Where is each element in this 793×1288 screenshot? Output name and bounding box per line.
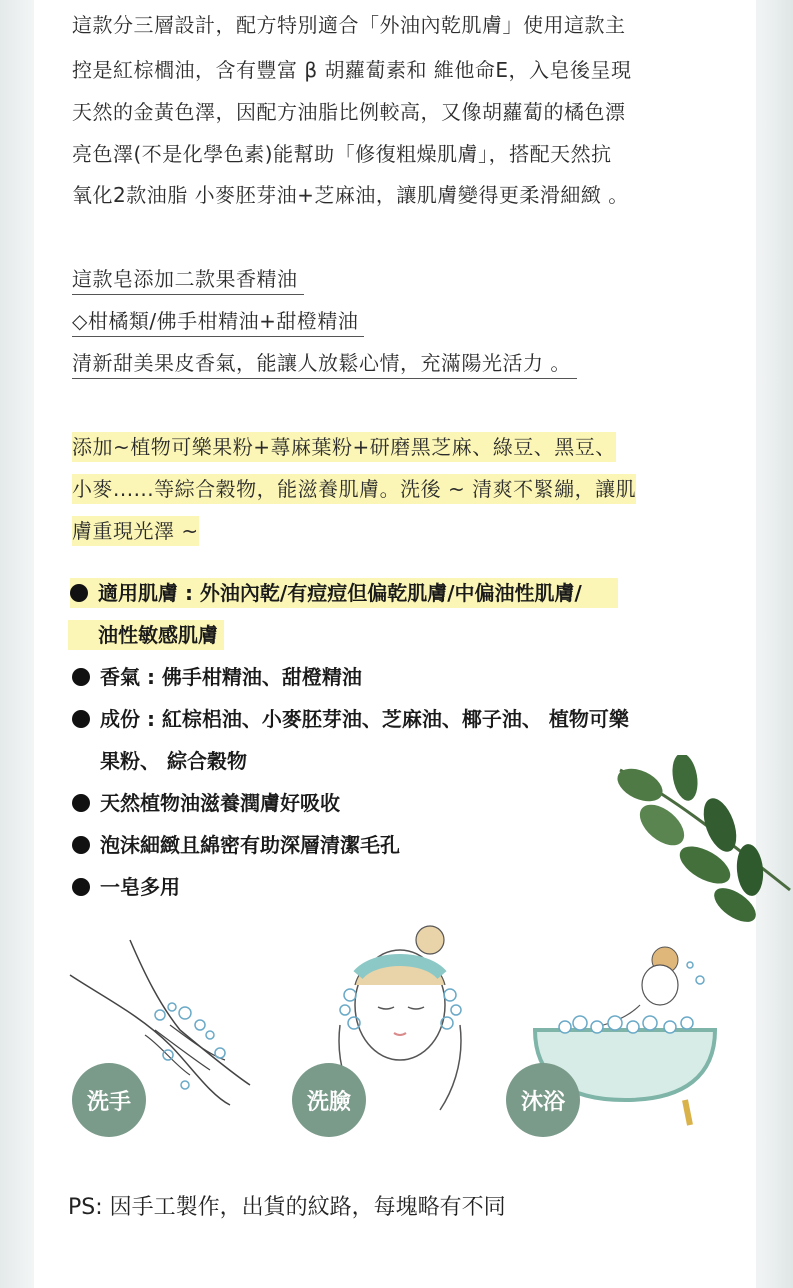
- feature-skin-1: 適用肌膚 : 外油內乾/有痘痘但偏乾肌膚/中偏油性肌膚/: [98, 581, 582, 605]
- feature-ingredients-2: 果粉、 綜合穀物: [100, 749, 247, 773]
- bullet-dot: [72, 836, 90, 854]
- feature-multi: 一皂多用: [100, 875, 180, 899]
- powder-line-1: 添加~植物可樂果粉+蕁麻葉粉+研磨黑芝麻、綠豆、黑豆、: [72, 432, 616, 462]
- powder-line-2: 小麥......等綜合穀物，能滋養肌膚。洗後 ~ 清爽不緊繃，讓肌: [72, 474, 636, 504]
- usage-bath-label: 沐浴: [506, 1063, 580, 1137]
- intro-line-5: 氧化2款油脂 小麥胚芽油+芝麻油，讓肌膚變得更柔滑細緻 。: [72, 183, 629, 207]
- ps-note: PS: 因手工製作，出貨的紋路，每塊略有不同: [68, 1195, 506, 1220]
- bullet-dot: [72, 668, 90, 686]
- bullet-dot: [72, 794, 90, 812]
- intro-line-1: 這款分三層設計，配方特別適合「外油內乾肌膚」使用這款主: [72, 13, 626, 37]
- feature-nourish: 天然植物油滋養潤膚好吸收: [100, 791, 340, 815]
- intro-line-3: 天然的金黃色澤，因配方油脂比例較高，又像胡蘿蔔的橘色漂: [72, 100, 626, 124]
- powder-line-3: 膚重現光澤 ~: [72, 516, 199, 546]
- essential-oil-title: 這款皂添加二款果香精油: [72, 264, 304, 295]
- bullet-dot: [72, 878, 90, 896]
- bullet-dot: [72, 710, 90, 728]
- intro-line-4: 亮色澤(不是化學色素)能幫助「修復粗燥肌膚」，搭配天然抗: [72, 142, 612, 166]
- usage-face-label: 洗臉: [292, 1063, 366, 1137]
- leaf-branch-icon: [600, 755, 793, 930]
- feature-ingredients-1: 成份 : 紅棕梠油、小麥胚芽油、芝麻油、椰子油、 植物可樂: [100, 707, 629, 731]
- feature-skin-2: 油性敏感肌膚: [68, 620, 224, 650]
- essential-oil-desc: 清新甜美果皮香氣，能讓人放鬆心情，充滿陽光活力 。: [72, 348, 577, 379]
- feature-foam: 泡沫細緻且綿密有助深層清潔毛孔: [100, 833, 400, 857]
- intro-line-2: 控是紅棕櫚油，含有豐富 β 胡蘿蔔素和 維他命E，入皂後呈現: [72, 58, 632, 82]
- essential-oil-list: ◇柑橘類/佛手柑精油+甜橙精油: [72, 306, 364, 337]
- usage-hand-label: 洗手: [72, 1063, 146, 1137]
- feature-scent: 香氣 : 佛手柑精油、甜橙精油: [100, 665, 362, 689]
- bullet-dot: [70, 584, 88, 602]
